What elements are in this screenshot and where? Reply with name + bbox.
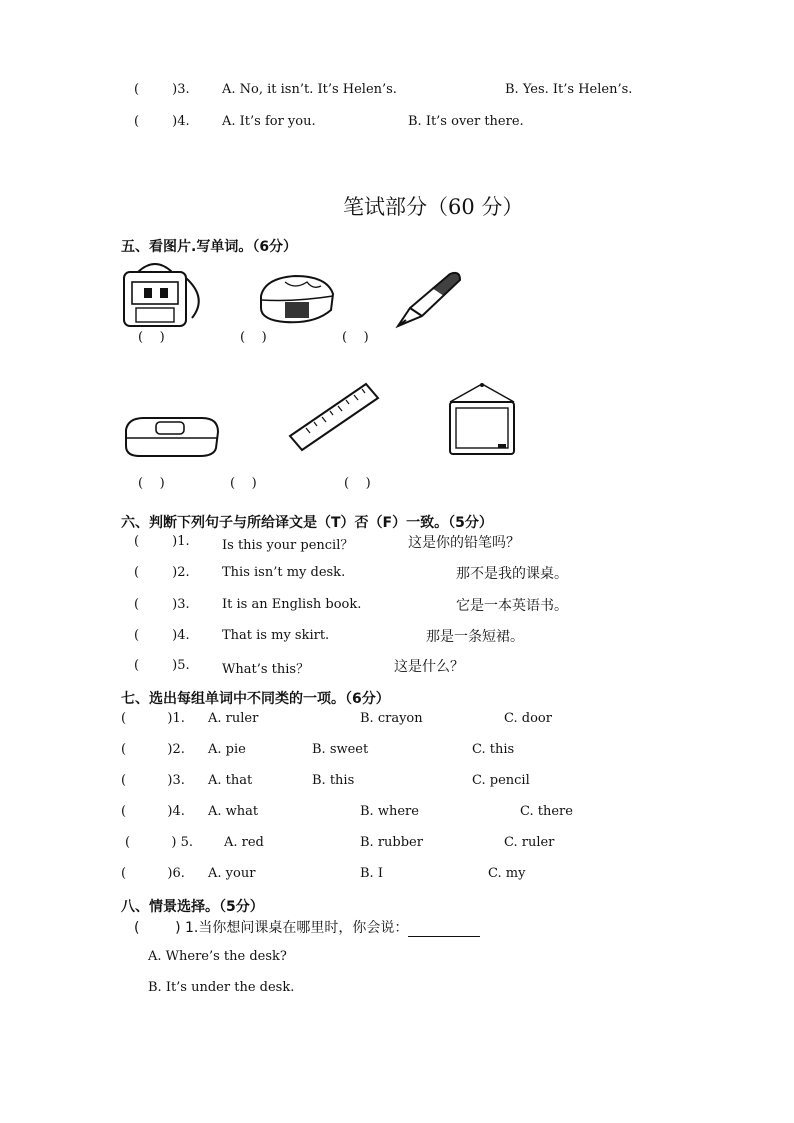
situation-option-a: A. Where’s the desk? (148, 949, 287, 964)
answer-blank[interactable]: ( ) (342, 330, 369, 345)
option-a: A. ruler (208, 711, 259, 726)
situation-question: ( ) 1.当你想问课桌在哪里时，你会说： (134, 917, 480, 937)
eraser-icon (255, 272, 339, 328)
section-5-title: 五、看图片.写单词。（6分） (121, 239, 298, 255)
tf-chinese: 那是一条短裙。 (426, 629, 524, 645)
written-section-title: 笔试部分（60 分） (343, 195, 524, 219)
option-c: C. pencil (472, 773, 530, 788)
section-7-title: 七、选出每组单词中不同类的一项。（6分） (121, 691, 390, 707)
odd-one-item: ( )2. (121, 742, 185, 757)
listen-option-a: A. It’s for you. (222, 114, 316, 129)
listen-item-4: ( )4. (134, 114, 190, 129)
tf-english: Is this your pencil？ (222, 538, 354, 553)
option-b: B. sweet (312, 742, 369, 757)
pen-icon (392, 268, 464, 330)
answer-line[interactable] (408, 922, 480, 937)
answer-blank[interactable]: ( ) (138, 330, 165, 345)
option-c: C. my (488, 866, 526, 881)
option-b: B. crayon (360, 711, 423, 726)
option-b: B. rubber (360, 835, 423, 850)
answer-blank[interactable]: ( ) (344, 476, 371, 491)
odd-one-item: ( )4. (121, 804, 185, 819)
answer-blank[interactable]: ( ) (240, 330, 267, 345)
listen-item-3: ( )3. (134, 82, 190, 97)
tf-chinese: 它是一本英语书。 (456, 598, 568, 614)
option-a: A. that (208, 773, 253, 788)
option-c: C. ruler (504, 835, 555, 850)
option-b: B. I (360, 866, 383, 881)
option-a: A. your (208, 866, 256, 881)
option-a: A. what (208, 804, 259, 819)
tf-english: This isn’t my desk. (222, 565, 346, 580)
odd-one-item: ( )3. (121, 773, 185, 788)
tf-chinese: 这是你的铅笔吗？ (408, 535, 520, 551)
tf-english: What’s this？ (222, 662, 310, 677)
schoolbag-icon (118, 258, 210, 330)
section-6-title: 六、判断下列句子与所给译文是（T）否（F）一致。（5分） (121, 515, 493, 531)
tf-chinese: 这是什么？ (394, 659, 464, 675)
listen-option-b: B. Yes. It’s Helen’s. (505, 82, 633, 97)
option-a: A. pie (208, 742, 246, 757)
odd-one-item: ( ) 5. (125, 835, 194, 850)
situation-option-b: B. It’s under the desk. (148, 980, 295, 995)
odd-one-item: ( )1. (121, 711, 185, 726)
tf-english: That is my skirt. (222, 628, 330, 643)
tf-item: ( )1. (134, 534, 190, 549)
option-c: C. there (520, 804, 573, 819)
tf-item: ( )4. (134, 628, 190, 643)
odd-one-item: ( )6. (121, 866, 185, 881)
tf-chinese: 那不是我的课桌。 (456, 566, 568, 582)
tf-item: ( )3. (134, 597, 190, 612)
option-a: A. red (224, 835, 264, 850)
tf-item: ( )2. (134, 565, 190, 580)
option-c: C. this (472, 742, 515, 757)
answer-blank[interactable]: ( ) (230, 476, 257, 491)
listen-option-a: A. No, it isn’t. It’s Helen’s. (222, 82, 397, 97)
option-b: B. this (312, 773, 355, 788)
ruler-icon (286, 380, 382, 452)
pencil-box-icon (120, 410, 222, 460)
section-8-title: 八、情景选择。（5分） (121, 899, 264, 915)
blackboard-icon (444, 380, 520, 458)
option-b: B. where (360, 804, 419, 819)
tf-item: ( )5. (134, 658, 190, 673)
listen-option-b: B. It’s over there. (408, 114, 524, 129)
answer-blank[interactable]: ( ) (138, 476, 165, 491)
option-c: C. door (504, 711, 552, 726)
tf-english: It is an English book. (222, 597, 362, 612)
